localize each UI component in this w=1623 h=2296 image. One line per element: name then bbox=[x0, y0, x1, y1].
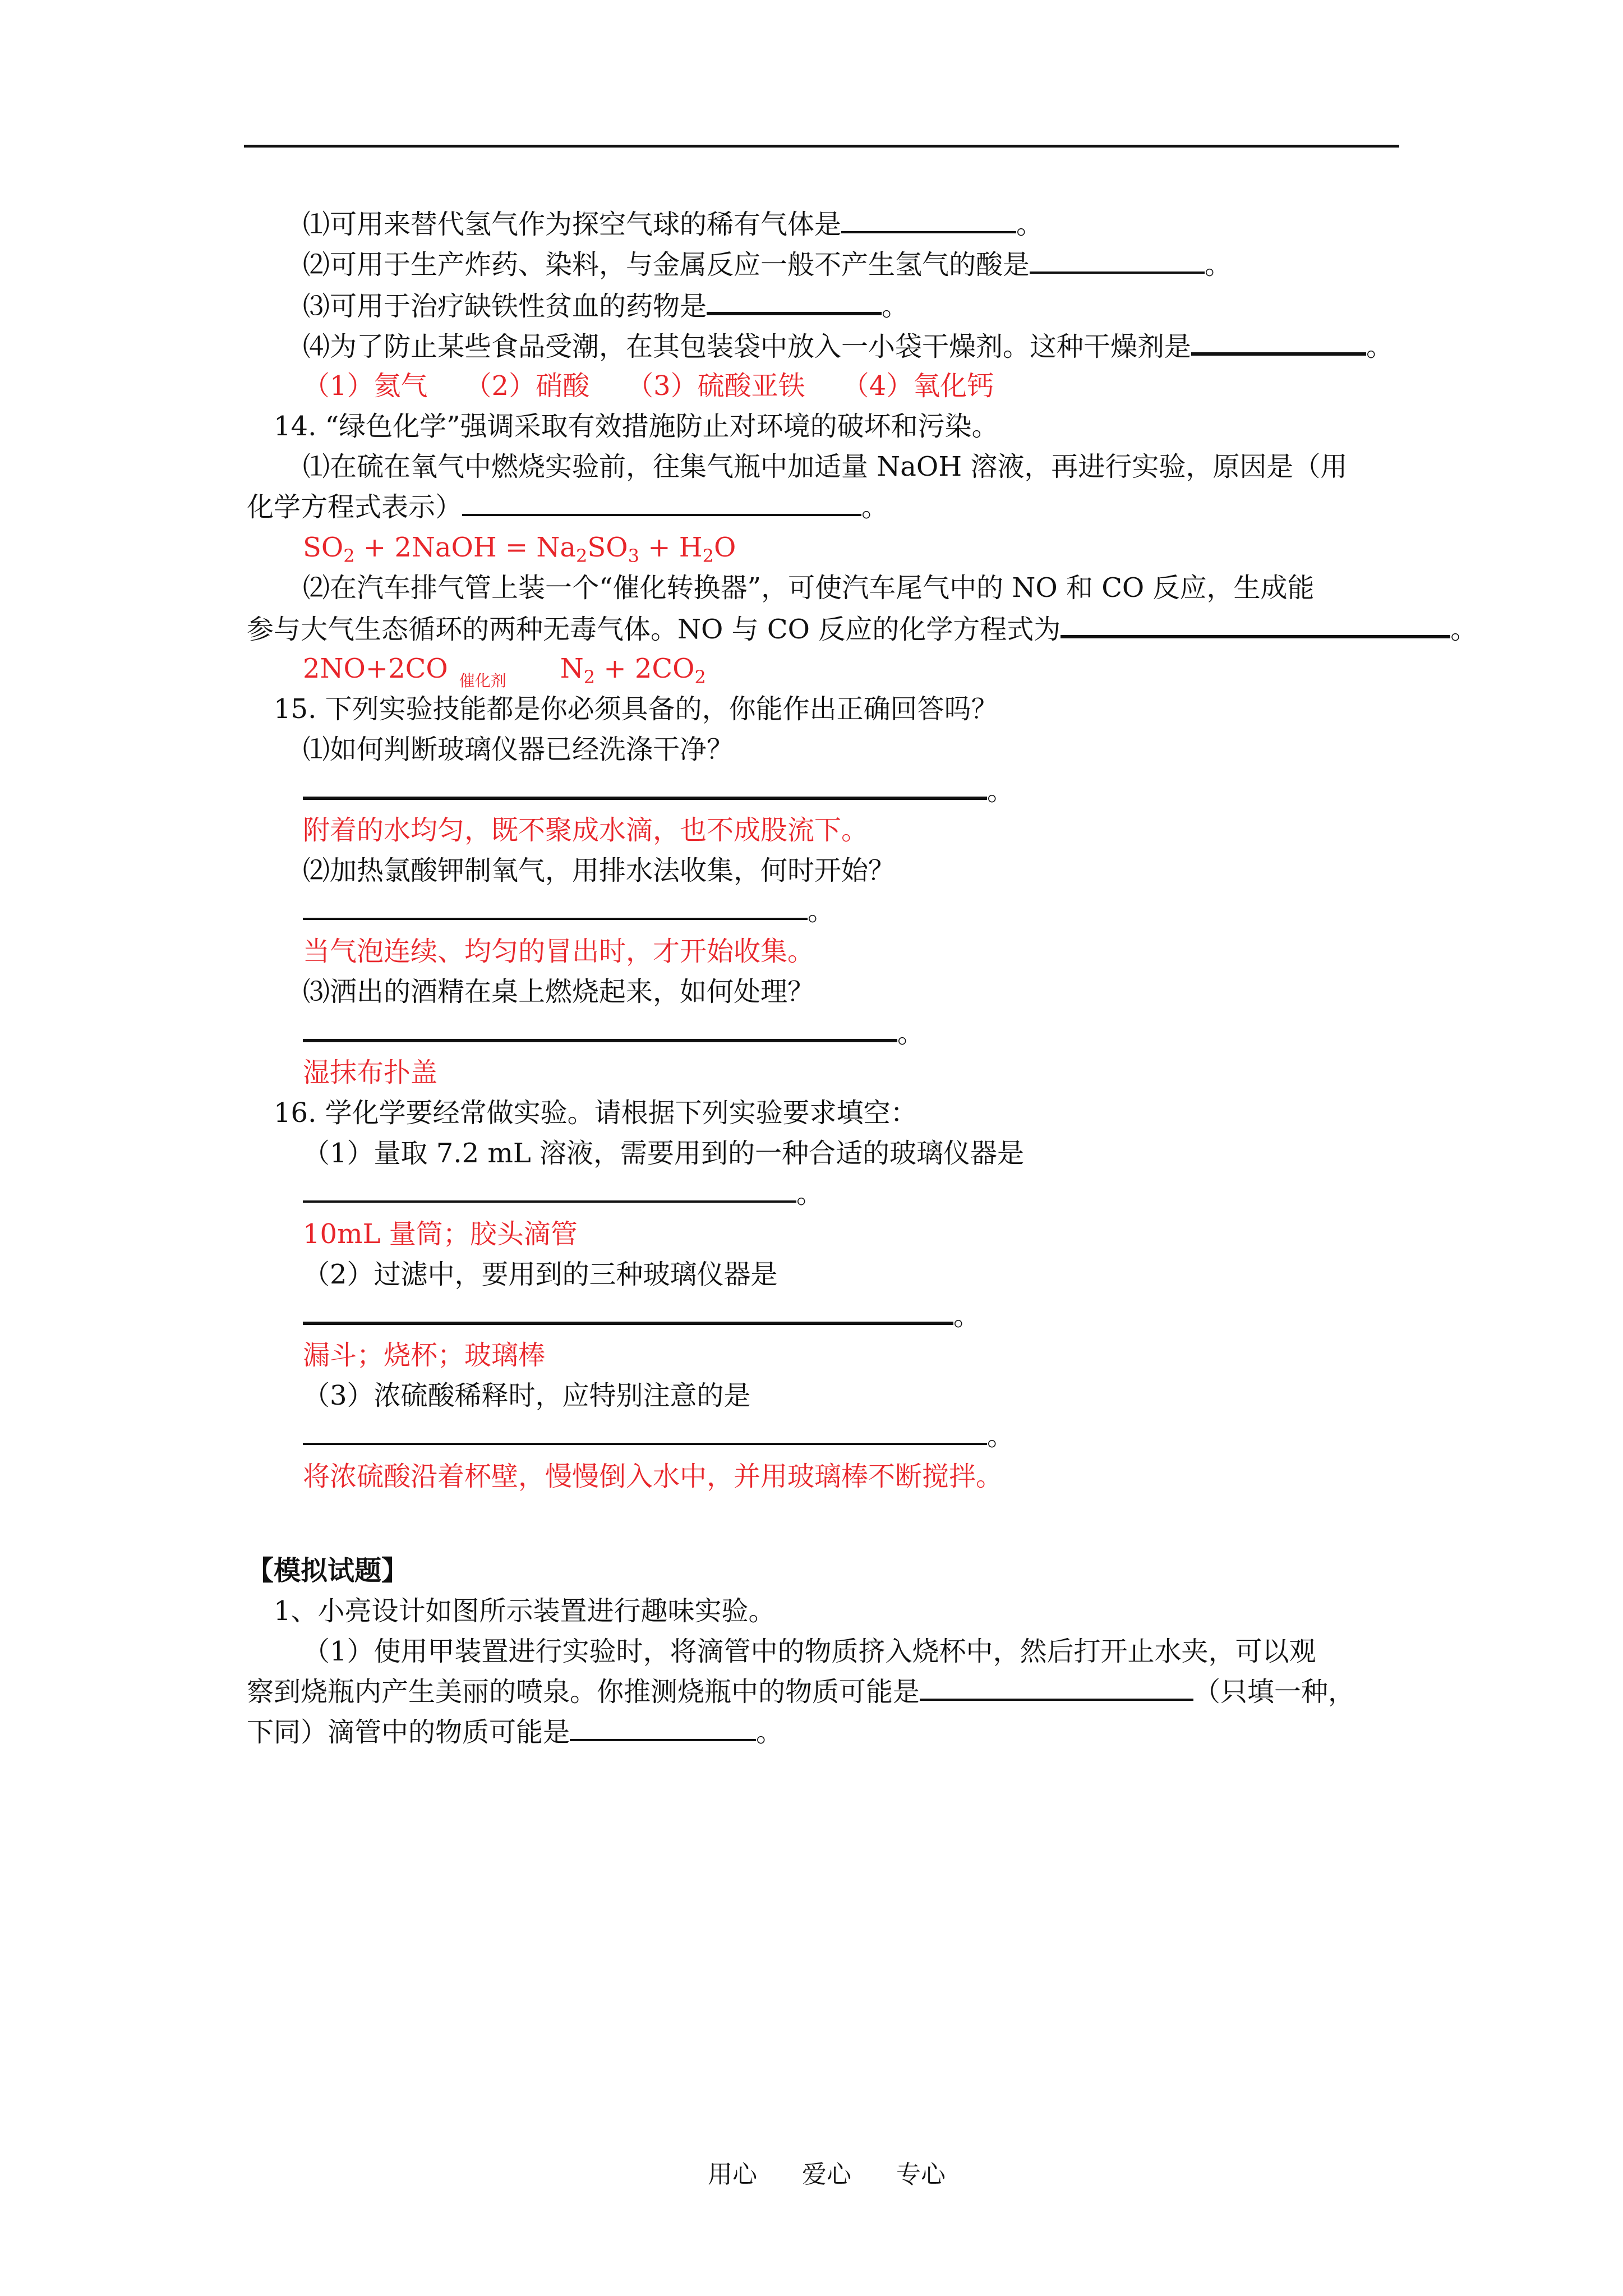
page-footer bbox=[708, 2154, 946, 2190]
q13-answers: （1）氦气 （2）硝酸 （3）硫酸亚铁 （4）氧化钙 bbox=[303, 370, 994, 402]
answer-blank[interactable] bbox=[1191, 325, 1366, 356]
answer-blank[interactable] bbox=[303, 1012, 897, 1042]
q14-answer2: 2NO+2CO 催化剂 $N_2 + 2CO_2$ bbox=[303, 653, 706, 690]
q15-part3: ⑶洒出的酒精在桌上燃烧起来，如何处理？ bbox=[303, 976, 815, 1007]
sim-q1-line3: 下同）滴管中的物质可能是 。 bbox=[247, 1712, 783, 1752]
footer-text: 用心 bbox=[708, 2160, 757, 2189]
q16-part1: （1）量取 7.2 mL 溶液，需要用到的一种合适的玻璃仪器是 bbox=[303, 1138, 1025, 1169]
q15-part2: ⑵加热氯酸钾制氧气，用排水法收集，何时开始？ bbox=[303, 855, 896, 886]
q14-part1-line2: 化学方程式表示） 。 bbox=[247, 487, 888, 527]
footer-text: 爱心 bbox=[802, 2160, 851, 2189]
q15-answer1: 附着的水均匀，既不聚成水滴，也不成股流下。 bbox=[303, 815, 869, 846]
answer-blank[interactable] bbox=[303, 1416, 987, 1445]
q15-part1: ⑴如何判断玻璃仪器已经洗涤干净？ bbox=[303, 734, 734, 765]
q16-blank2: 。 bbox=[303, 1295, 980, 1336]
q13-part4: ⑷为了防止某些食品受潮，在其包装袋中放入一小袋干燥剂。这种干燥剂是 。 bbox=[303, 325, 1393, 367]
q16-answer1: 10mL 量筒；胶头滴管 bbox=[303, 1218, 578, 1250]
answer-blank[interactable] bbox=[841, 204, 1016, 233]
q14-answer1: $SO_2$ + 2NaOH = $Na_2SO_3 + H_2O$ bbox=[303, 532, 736, 567]
q15-answer2: 当气泡连续、均匀的冒出时，才开始收集。 bbox=[303, 936, 815, 967]
q14-part2-line2: 参与大气生态循环的两种无毒气体。NO 与 CO 反应的化学方程式为 。 bbox=[247, 608, 1477, 650]
q16-title: 16. 学化学要经常做实验。请根据下列实验要求填空： bbox=[274, 1097, 917, 1129]
answer-blank[interactable] bbox=[570, 1712, 756, 1741]
answer-blank[interactable] bbox=[303, 1174, 796, 1203]
header-rule bbox=[244, 145, 1399, 148]
q13-part2: ⑵可用于生产炸药、染料，与金属反应一般不产生氢气的酸是 。 bbox=[303, 245, 1232, 285]
q16-part3: （3）浓硫酸稀释时，应特别注意的是 bbox=[303, 1380, 751, 1411]
q15-blank1: 。 bbox=[303, 770, 1014, 811]
q15-answer3: 湿抹布扑盖 bbox=[303, 1057, 438, 1088]
answer-blank[interactable] bbox=[303, 770, 987, 800]
q16-blank1: 。 bbox=[303, 1174, 823, 1214]
q14-title: 14. “绿色化学”强调采取有效措施防止对环境的破坏和污染。 bbox=[274, 411, 999, 442]
q13-part3: ⑶可用于治疗缺铁性贫血的药物是 。 bbox=[303, 285, 909, 326]
q15-blank3: 。 bbox=[303, 1012, 924, 1053]
answer-blank[interactable] bbox=[303, 1295, 953, 1325]
q14-part1-line1: ⑴在硫在氧气中燃烧实验前，往集气瓶中加适量 NaOH 溶液，再进行实验，原因是（用 bbox=[303, 451, 1348, 482]
answer-blank[interactable] bbox=[1061, 608, 1450, 638]
q14-part2-line1: ⑵在汽车排气管上装一个“催化转换器”，可使汽车尾气中的 NO 和 CO 反应，生成能 bbox=[303, 572, 1315, 604]
q16-answer3: 将浓硫酸沿着杯壁，慢慢倒入水中，并用玻璃棒不断搅拌。 bbox=[303, 1461, 1003, 1492]
answer-blank[interactable] bbox=[1030, 245, 1205, 274]
sim-q1-title: 1、小亮设计如图所示装置进行趣味实验。 bbox=[274, 1595, 776, 1627]
sim-q1-line1: （1）使用甲装置进行实验时，将滴管中的物质挤入烧杯中，然后打开止水夹，可以观 bbox=[303, 1636, 1316, 1667]
q16-answer2: 漏斗；烧杯；玻璃棒 bbox=[303, 1340, 546, 1371]
answer-blank[interactable] bbox=[462, 487, 861, 516]
answer-blank[interactable] bbox=[303, 891, 808, 920]
q15-blank2: 。 bbox=[303, 891, 834, 931]
q16-part2: （2）过滤中，要用到的三种玻璃仪器是 bbox=[303, 1259, 778, 1290]
section-heading: 【模拟试题】 bbox=[247, 1555, 409, 1586]
footer-text: 专心 bbox=[896, 2160, 946, 2189]
q13-part1: ⑴可用来替代氢气作为探空气球的稀有气体是 。 bbox=[303, 204, 1043, 245]
answer-blank[interactable] bbox=[707, 285, 882, 315]
q16-blank3: 。 bbox=[303, 1416, 1014, 1456]
q15-title: 15. 下列实验技能都是你必须具备的，你能作出正确回答吗？ bbox=[274, 693, 998, 725]
sim-q1-line2: 察到烧瓶内产生美丽的喷泉。你推测烧瓶中的物质可能是 （只填一种， bbox=[247, 1672, 1355, 1712]
answer-blank[interactable] bbox=[920, 1672, 1193, 1701]
